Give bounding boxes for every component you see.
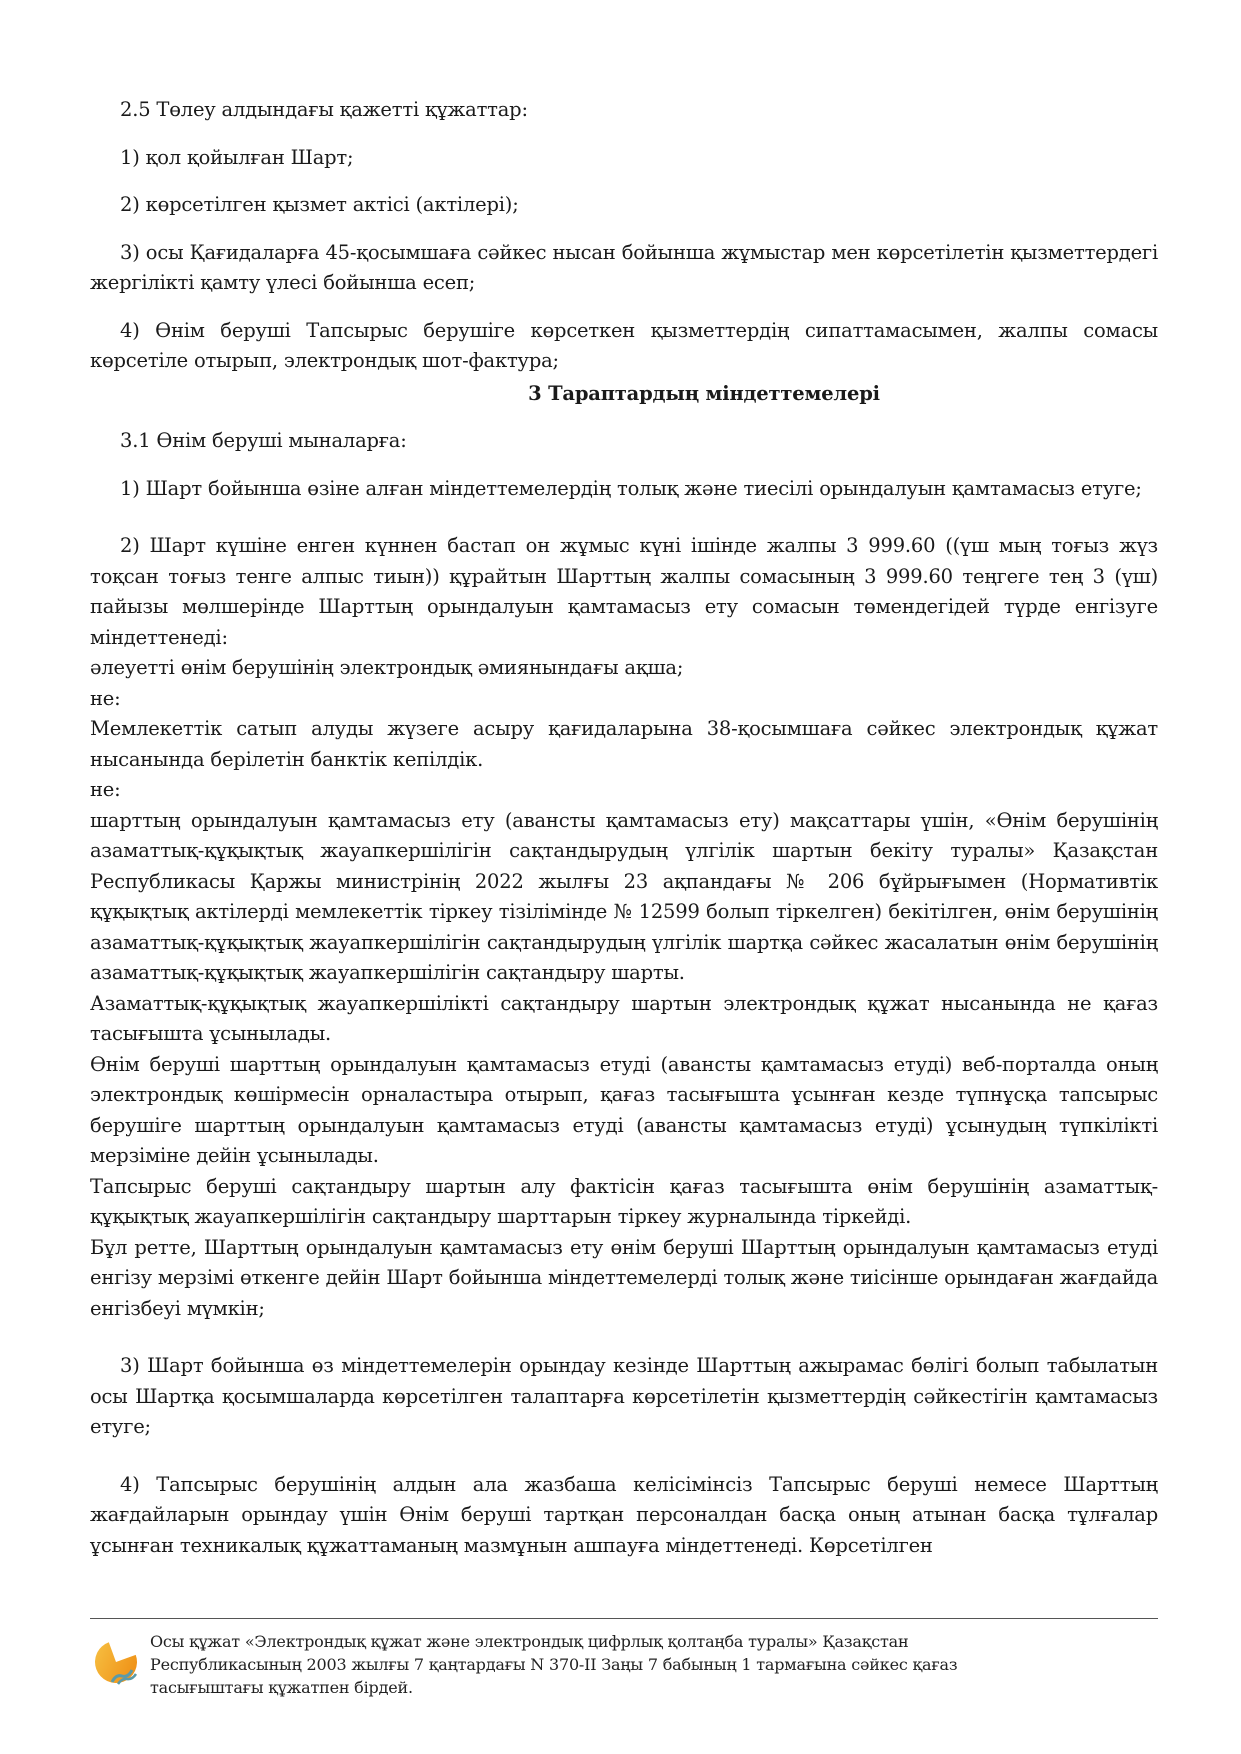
egov-sun-logo-icon (92, 1638, 140, 1686)
list-item: 4) Тапсырыс берушінің алдын ала жазбаша келісімінсіз Тапсырыс беруші немесе Шарттың жағдайларын орындау үшін Өнім беруші тартқан персоналдан басқа оның атынан басқа тұлғалар ұсынған техникалық құжаттаманың мазмұнын ашпауға міндеттенеді. Көрсетілген (90, 1472, 1158, 1557)
list-item: 4) Өнім беруші Тапсырыс берушіге көрсеткен қызметтердің сипаттамасымен, жалпы сомасы көрсетіле отырып, электрондық шот-фактура; (90, 318, 1158, 372)
footer-divider (90, 1618, 1158, 1619)
list-item: 1) қол қойылған Шарт; (120, 145, 354, 169)
list-item: 3) Шарт бойынша өз міндеттемелерін орындау кезінде Шарттың ажырамас бөлігі болып табылатын осы Шартқа қосымшаларда көрсетілген талаптарға көрсетілетін қызметтердің сәйкестігін қамтамасыз етуге; (90, 1354, 1158, 1438)
list-item: 3) осы Қағидаларға 45-қосымшаға сәйкес нысан бойынша жұмыстар мен көрсетілетін қызметтердегі жергілікті қамту үлесі бойынша есеп; (90, 240, 1158, 294)
footer-line-1: Осы құжат «Электрондық құжат және электрондық цифрлық қолтаңба туралы» Қазақстан (150, 1632, 909, 1651)
option-paragraph: шарттың орындалуын қамтамасыз ету (авансты қамтамасыз ету) мақсаттары үшін, «Өнім берушінің азаматтық-құқықтық жауапкершілігін сақтандырудың үлгілік шартын бекіту туралы» Қазақстан Республикасы Қаржы министрінің 2022 жылғы 23 ақпандағы № 206 бұйрығымен (Нормативтік құқықтық актілерді мемлекеттік тіркеу тізілімінде № 12599 болып тіркелген) бекітілген, өнім берушінің азаматтық-құқықтық жауапкершілігін сақтандырудың үлгілік шартқа сәйкес жасалатын өнім берушінің азаматтық-құқықтық жауапкершілігін сақтандыру шарты. (90, 808, 1158, 984)
section-2-5-title: 2.5 Төлеу алдындағы қажетті құжаттар: (120, 98, 528, 121)
body-paragraph: Өнім беруші шарттың орындалуын қамтамасыз етуді (авансты қамтамасыз етуді) веб-порталда оның электрондық көшірмесін орналастыра отырып, қағаз тасығышта ұсынған кезде түпнұсқа тапсырыс берушіге шарттың орындалуын қамтамасыз етуді (авансты қамтамасыз етуді) ұсынудың түпкілікті мерзіміне дейін ұсынылады. (90, 1052, 1158, 1167)
option-paragraph: әлеуетті өнім берушінің электрондық әмиянындағы ақша; (90, 656, 684, 679)
section-3-heading: 3 Тараптардың міндеттемелері (528, 381, 880, 405)
footer-text (150, 1630, 957, 1699)
footer-certification (92, 1630, 1092, 1710)
list-item: 2) көрсетілген қызмет актісі (актілері); (120, 193, 519, 216)
footer-line-2: Республикасының 2003 жылғы 7 қаңтардағы N 370-II Заңы 7 бабының 1 тармағына сәйкес қағаз (150, 1655, 958, 1674)
footer-line-3: тасығыштағы құжатпен бірдей. (150, 1678, 413, 1697)
or-separator: не: (90, 686, 121, 710)
body-paragraph: Бұл ретте, Шарттың орындалуын қамтамасыз ету өнім беруші Шарттың орындалуын қамтамасыз етуді енгізу мерзімі өткенге дейін Шарт бойынша міндеттемелерді толық және тиісінше орындаған жағдайда енгізбеуі мүмкін; (90, 1235, 1159, 1320)
document-page (90, 95, 1158, 1561)
body-paragraph: Азаматтық-құқықтық жауапкершілікті сақтандыру шартын электрондық құжат нысанында не қағаз тасығышта ұсынылады. (90, 991, 1158, 1045)
list-item: 2) Шарт күшіне енген күннен бастап он жұмыс күні ішінде жалпы 3 999.60 ((үш мың тоғыз жүз тоқсан тоғыз тенге алпыс тиын)) құрайтын Шарттың жалпы сомасының 3 999.60 теңгеге тең 3 (үш) пайызы мөлшерінде Шарттың орындалуын қамтамасыз ету сомасын төмендегідей түрде енгізуге міндеттенеді: (90, 534, 1158, 649)
or-separator: не: (90, 778, 121, 801)
option-paragraph: Мемлекеттік сатып алуды жүзеге асыру қағидаларына 38-қосымшаға сәйкес электрондық құжат нысанында берілетін банктік кепілдік. (90, 717, 1158, 771)
list-item: 1) Шарт бойынша өзіне алған міндеттемелердің толық және тиесілі орындалуын қамтамасыз етуге; (120, 476, 1142, 500)
section-3-1-title: 3.1 Өнім беруші мыналарға: (120, 429, 407, 452)
body-paragraph: Тапсырыс беруші сақтандыру шартын алу фактісін қағаз тасығышта өнім берушінің азаматтық-құқықтық жауапкершілігін сақтандыру шарттарын тіркеу журналында тіркейді. (90, 1174, 1158, 1228)
